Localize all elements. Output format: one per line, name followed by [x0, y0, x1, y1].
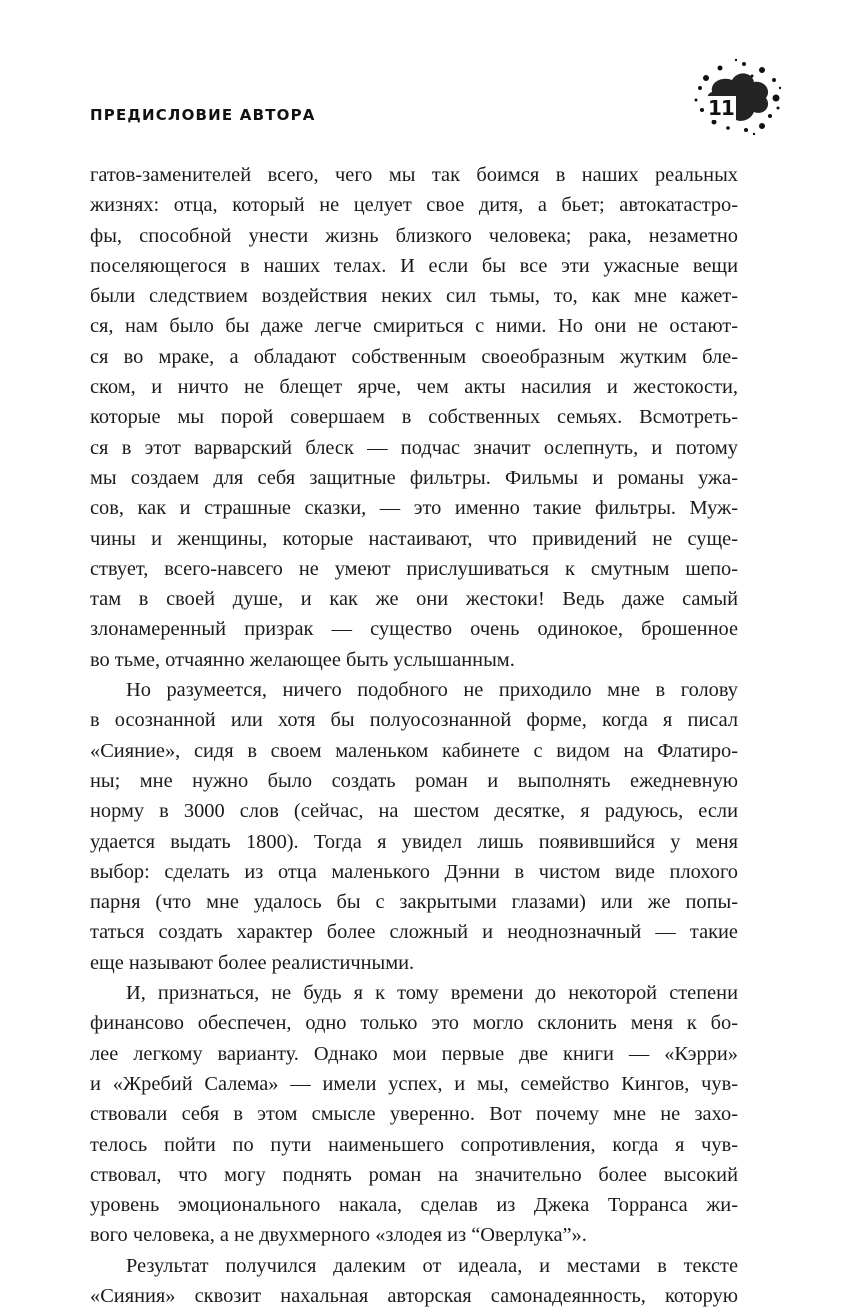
text-line: ся в этот варварский блеск — подчас значит ослепнуть, и потому [90, 436, 738, 459]
text-line: «Сияния» сквозит нахальная авторская самонадеянность, которую [90, 1284, 738, 1307]
text-line: норму в 3000 слов (сейчас, на шестом десятке, я радуюсь, если [90, 800, 738, 823]
text-line: еще называют более реалистичными. [90, 951, 415, 974]
text-line: «Сияние», сидя в своем маленьком кабинете с видом на Флатиро- [90, 739, 738, 762]
text-line: удается выдать 1800). Тогда я увидел лишь появившийся у меня [90, 830, 738, 853]
text-line: жизнях: отца, который не целует свое дитя, а бьет; автокатастро- [90, 194, 738, 217]
text-line: там в своей душе, и как же они жестоки! Ведь даже самый [90, 588, 738, 611]
paragraph [90, 675, 738, 978]
page-number: 11 [708, 96, 734, 120]
text-line: ском, и ничто не блещет ярче, чем акты насилия и жестокости, [90, 376, 738, 399]
text-line: гатов-заменителей всего, чего мы так боимся в наших реальных [90, 164, 738, 186]
text-line: Результат получился далеким от идеала, и местами в тексте [126, 1254, 738, 1277]
text-line: ствовали себя в этом смысле уверенно. Вот почему мне не захо- [90, 1103, 738, 1126]
text-line: фы, способной унести жизнь близкого человека; рака, незаметно [90, 224, 738, 247]
text-line: в осознанной или хотя бы полуосознанной форме, когда я писал [90, 709, 738, 732]
text-line: чины и женщины, которые настаивают, что привидений не суще- [90, 527, 738, 550]
page-number-badge [692, 58, 782, 138]
text-line: таться создать характер более сложный и неоднозначный — такие [90, 921, 738, 944]
text-line: сов, как и страшные сказки, — это именно такие фильтры. Муж- [90, 497, 738, 520]
text-line: во тьме, отчаянно желающее быть услышанным. [90, 648, 515, 671]
paragraph [90, 1251, 738, 1311]
text-line: ся, нам было бы даже легче смириться с ними. Но они не остают- [90, 315, 738, 338]
paragraph [90, 160, 738, 675]
text-line: ны; мне нужно было создать роман и выполнять ежедневную [90, 769, 738, 792]
text-line: финансово обеспечен, одно только это могло склонить меня к бо- [90, 1012, 738, 1035]
text-line: ся во мраке, а обладают собственным своеобразным жутким бле- [90, 345, 738, 368]
text-line: вого человека, а не двухмерного «злодея из “Оверлука”». [90, 1224, 587, 1247]
text-line: лее легкому варианту. Однако мои первые две книги — «Кэрри» [90, 1042, 738, 1065]
text-line: злонамеренный призрак — существо очень одинокое, брошенное [90, 618, 738, 641]
body-text [90, 160, 738, 1311]
running-head: ПРЕДИСЛОВИЕ АВТОРА [90, 106, 316, 124]
text-line: ствует, всего-навсего не умеют прислушиваться к смутным шепо- [90, 557, 738, 580]
text-line: парня (что мне удалось бы с закрытыми глазами) или же попы- [90, 891, 738, 914]
paragraph [90, 978, 738, 1251]
text-line: мы создаем для себя защитные фильтры. Фильмы и романы ужа- [90, 466, 738, 489]
text-line: которые мы порой совершаем в собственных семьях. Всмотреть- [90, 406, 738, 429]
text-line: и «Жребий Салема» — имели успех, и мы, семейство Кингов, чув- [90, 1072, 738, 1095]
text-line: уровень эмоционального накала, сделав из Джека Торранса жи- [90, 1194, 738, 1217]
text-line: Но разумеется, ничего подобного не приходило мне в голову [126, 679, 738, 702]
text-line: были следствием воздействия неких сил тьмы, то, как мне кажет- [90, 285, 738, 308]
text-line: телось пойти по пути наименьшего сопротивления, когда я чув- [90, 1133, 738, 1156]
text-line: поселяющегося в наших телах. И если бы все эти ужасные вещи [90, 254, 738, 277]
text-line: И, признаться, не будь я к тому времени до некоторой степени [126, 982, 738, 1005]
text-line: ствовал, что могу поднять роман на значительно более высокий [90, 1163, 738, 1186]
text-line: выбор: сделать из отца маленького Дэнни в чистом виде плохого [90, 860, 738, 883]
